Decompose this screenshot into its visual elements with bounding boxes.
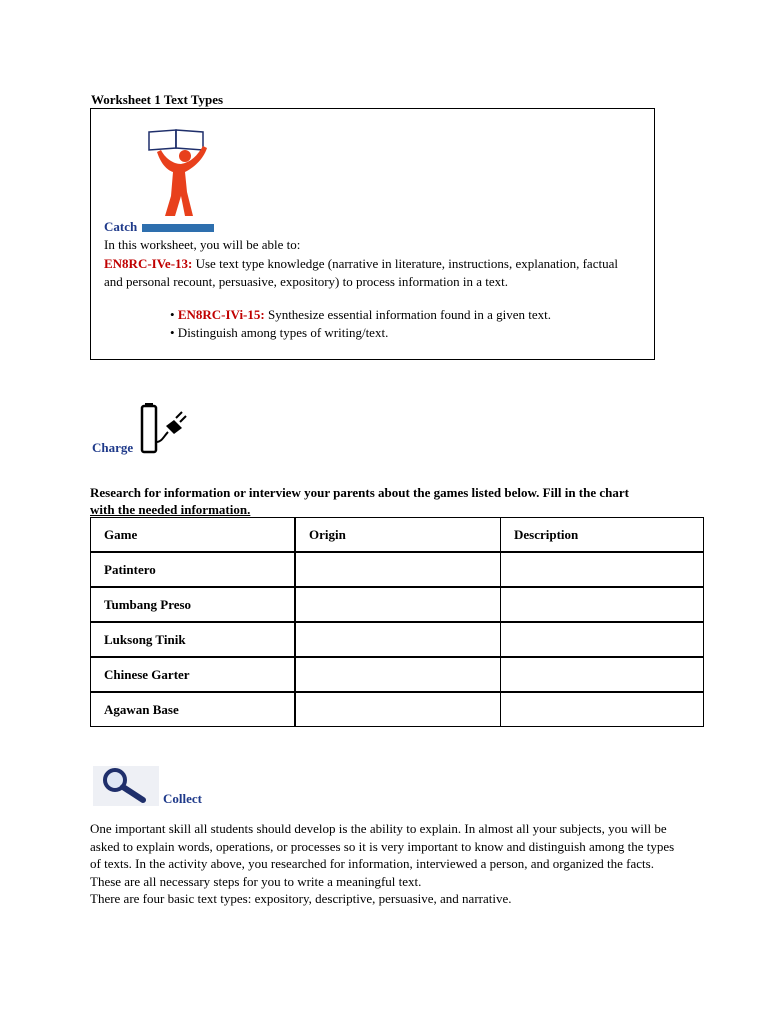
- instructions-line-2: with the needed information.: [90, 502, 251, 517]
- table-cell-origin[interactable]: [295, 657, 501, 692]
- table-header-game: Game: [91, 518, 296, 553]
- instructions-line-1: Research for information or interview your parents about the games listed below. Fill in the chart: [90, 485, 629, 500]
- catch-banner: [142, 224, 214, 232]
- table-header-row: [91, 518, 704, 553]
- table-row: [91, 552, 704, 587]
- reader-with-book-icon: [145, 126, 211, 220]
- collect-paragraph-2: There are four basic text types: expository, descriptive, persuasive, and narrative.: [90, 891, 512, 906]
- battery-plug-icon: [140, 402, 188, 454]
- table-row: [91, 622, 704, 657]
- table-cell-game: Patintero: [91, 552, 296, 587]
- charge-instructions: [90, 484, 690, 518]
- table-cell-description[interactable]: [501, 587, 704, 622]
- table-cell-game: Luksong Tinik: [91, 622, 296, 657]
- magnifier-icon: [93, 766, 159, 806]
- objective-1-code: EN8RC-IVe-13:: [104, 256, 193, 271]
- table-cell-description[interactable]: [501, 552, 704, 587]
- table-cell-game: Tumbang Preso: [91, 587, 296, 622]
- games-table: [90, 517, 704, 727]
- collect-label: Collect: [163, 791, 202, 806]
- catch-intro: In this worksheet, you will be able to:: [104, 237, 301, 252]
- objective-2-bullet: •: [170, 307, 178, 322]
- charge-label: Charge: [92, 440, 134, 455]
- catch-label: Catch: [104, 219, 138, 234]
- table-cell-description[interactable]: [501, 692, 704, 727]
- objective-1-text: Use text type knowledge (narrative in literature, instructions, explanation, factual and personal recount, persuasive, expository) to process information in a text.: [104, 256, 618, 289]
- table-cell-game: Chinese Garter: [91, 657, 296, 692]
- table-cell-origin[interactable]: [295, 692, 501, 727]
- worksheet-title: Worksheet 1 Text Types: [91, 92, 224, 107]
- objective-3: • Distinguish among types of writing/text.: [170, 325, 389, 340]
- table-row: [91, 587, 704, 622]
- collect-text: [90, 820, 680, 908]
- collect-paragraph-1: One important skill all students should develop is the ability to explain. In almost all your subjects, you will be asked to explain words, operations, or processes so it is very important to know and distinguish among the types of texts. In the activity above, you researched for information, interviewed a person, and organized the facts. These are all necessary steps for you to write a meaningful text.: [90, 821, 675, 889]
- table-header-description: Description: [501, 518, 704, 553]
- table-cell-origin[interactable]: [295, 552, 501, 587]
- objective-1: [104, 255, 634, 291]
- table-cell-description[interactable]: [501, 657, 704, 692]
- table-cell-origin[interactable]: [295, 587, 501, 622]
- collect-icon-panel: [93, 766, 159, 806]
- objective-2-text: Synthesize essential information found in a given text.: [264, 307, 552, 322]
- table-cell-description[interactable]: [501, 622, 704, 657]
- table-row: [91, 657, 704, 692]
- objective-2: [170, 307, 551, 323]
- table-row: [91, 692, 704, 727]
- table-cell-game: Agawan Base: [91, 692, 296, 727]
- objective-2-code: EN8RC-IVi-15:: [177, 307, 265, 322]
- table-header-origin: Origin: [295, 518, 501, 553]
- table-cell-origin[interactable]: [295, 622, 501, 657]
